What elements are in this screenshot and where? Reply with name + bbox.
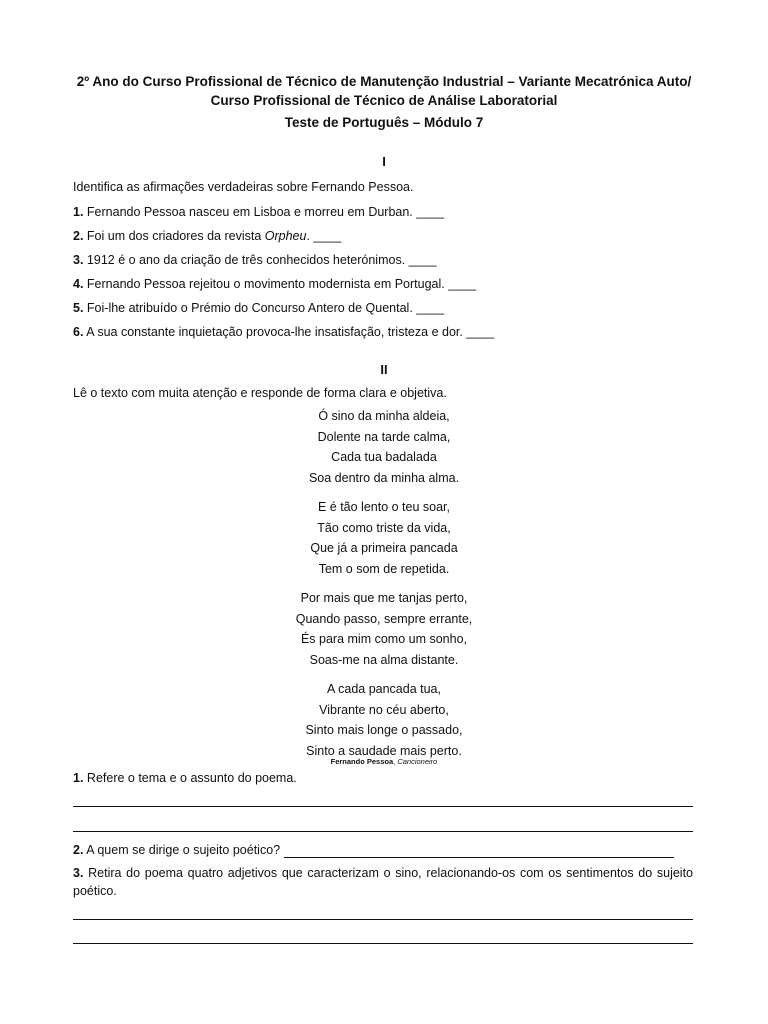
- poem: [186, 406, 582, 761]
- poem-source: Cancioneiro: [397, 757, 438, 766]
- statement-number: 2.: [73, 229, 84, 243]
- statement-text: Fernando Pessoa nasceu em Lisboa e morreu em Durban. ____: [83, 205, 445, 219]
- part-2-instruction: Lê o texto com muita atenção e responde de forma clara e objetiva.: [73, 386, 447, 400]
- statement-text: 1912 é o ano da criação de três conhecidos heterónimos. ____: [83, 253, 437, 267]
- poem-verse: Vibrante no céu aberto,: [319, 702, 449, 717]
- poem-stanza-4: [186, 679, 582, 761]
- statement-text: Fernando Pessoa rejeitou o movimento modernista em Portugal. ____: [83, 277, 477, 291]
- poem-verse: Soa dentro da minha alma.: [308, 470, 460, 485]
- poem-stanza-1: [186, 406, 582, 488]
- poem-verse: Tem o som de repetida.: [318, 561, 450, 576]
- question-text: Refere o tema e o assunto do poema.: [83, 771, 297, 785]
- part-1-numeral: I: [382, 154, 386, 169]
- poem-stanza-2: [186, 497, 582, 579]
- answer-line[interactable]: [73, 831, 693, 832]
- answer-line[interactable]: [73, 943, 693, 944]
- statement-text: Foi um dos criadores da revista: [83, 229, 265, 243]
- statement-5: [73, 301, 444, 315]
- answer-line[interactable]: [73, 806, 693, 807]
- course-header-line1: 2º Ano do Curso Profissional de Técnico de Manutenção Industrial – Variante Mecatrónica Auto/: [76, 74, 692, 89]
- poem-verse: Ó sino da minha aldeia,: [318, 409, 450, 423]
- poem-verse: E é tão lento o teu soar,: [317, 500, 451, 514]
- question-number: 2.: [73, 843, 84, 857]
- statement-6: [73, 325, 494, 339]
- statement-text: Foi-lhe atribuído o Prémio do Concurso Antero de Quental. ____: [83, 301, 445, 315]
- poem-verse: Quando passo, sempre errante,: [295, 611, 473, 626]
- poem-verse: Soas-me na alma distante.: [309, 652, 459, 667]
- course-header: [40, 72, 728, 110]
- poem-verse: És para mim como um sonho,: [300, 632, 468, 646]
- statement-4: [73, 277, 476, 291]
- poem-verse: Sinto mais longe o passado,: [305, 723, 463, 737]
- poem-verse: Tão como triste da vida,: [317, 520, 451, 535]
- poem-attribution: Fernando Pessoa, Cancioneiro: [330, 757, 438, 766]
- statement-1: [73, 205, 444, 219]
- answer-line[interactable]: [73, 919, 693, 920]
- statement-number: 6.: [73, 325, 84, 339]
- poem-author: Fernando Pessoa: [330, 757, 394, 766]
- statement-number: 4.: [73, 277, 84, 291]
- poem-stanza-3: [186, 588, 582, 670]
- statement-text-end: . ____: [306, 229, 342, 243]
- statement-text: A sua constante inquietação provoca-lhe insatisfação, tristeza e dor. ____: [83, 325, 495, 339]
- poem-verse: Sinto a saudade mais perto.: [306, 743, 462, 758]
- poem-verse: Cada tua badalada: [331, 450, 437, 464]
- poem-verse: Dolente na tarde calma,: [317, 429, 451, 444]
- course-header-line2: Curso Profissional de Técnico de Análise Laboratorial: [210, 93, 558, 108]
- part-1-instruction: Identifica as afirmações verdadeiras sobre Fernando Pessoa.: [73, 180, 414, 194]
- question-2: [73, 843, 674, 858]
- statement-2: [73, 229, 341, 243]
- question-number: 1.: [73, 771, 84, 785]
- question-3: [73, 864, 693, 900]
- statement-number: 3.: [73, 253, 84, 267]
- statement-italic: Orpheu: [264, 229, 307, 243]
- poem-verse: Por mais que me tanjas perto,: [300, 591, 468, 605]
- answer-line[interactable]: [284, 843, 674, 858]
- question-text: Retira do poema quatro adjetivos que caracterizam o sino, relacionando-os com os sentimentos do sujeito poético.: [73, 866, 693, 898]
- statement-number: 5.: [73, 301, 84, 315]
- test-title: Teste de Português – Módulo 7: [284, 115, 484, 130]
- part-2-numeral: II: [380, 362, 388, 377]
- statement-number: 1.: [73, 205, 84, 219]
- question-number: 3.: [73, 866, 84, 880]
- question-text: A quem se dirige o sujeito poético?: [83, 843, 284, 857]
- statement-3: [73, 253, 436, 267]
- poem-verse: A cada pancada tua,: [327, 682, 441, 696]
- question-1: [73, 771, 297, 785]
- poem-verse: Que já a primeira pancada: [310, 541, 458, 555]
